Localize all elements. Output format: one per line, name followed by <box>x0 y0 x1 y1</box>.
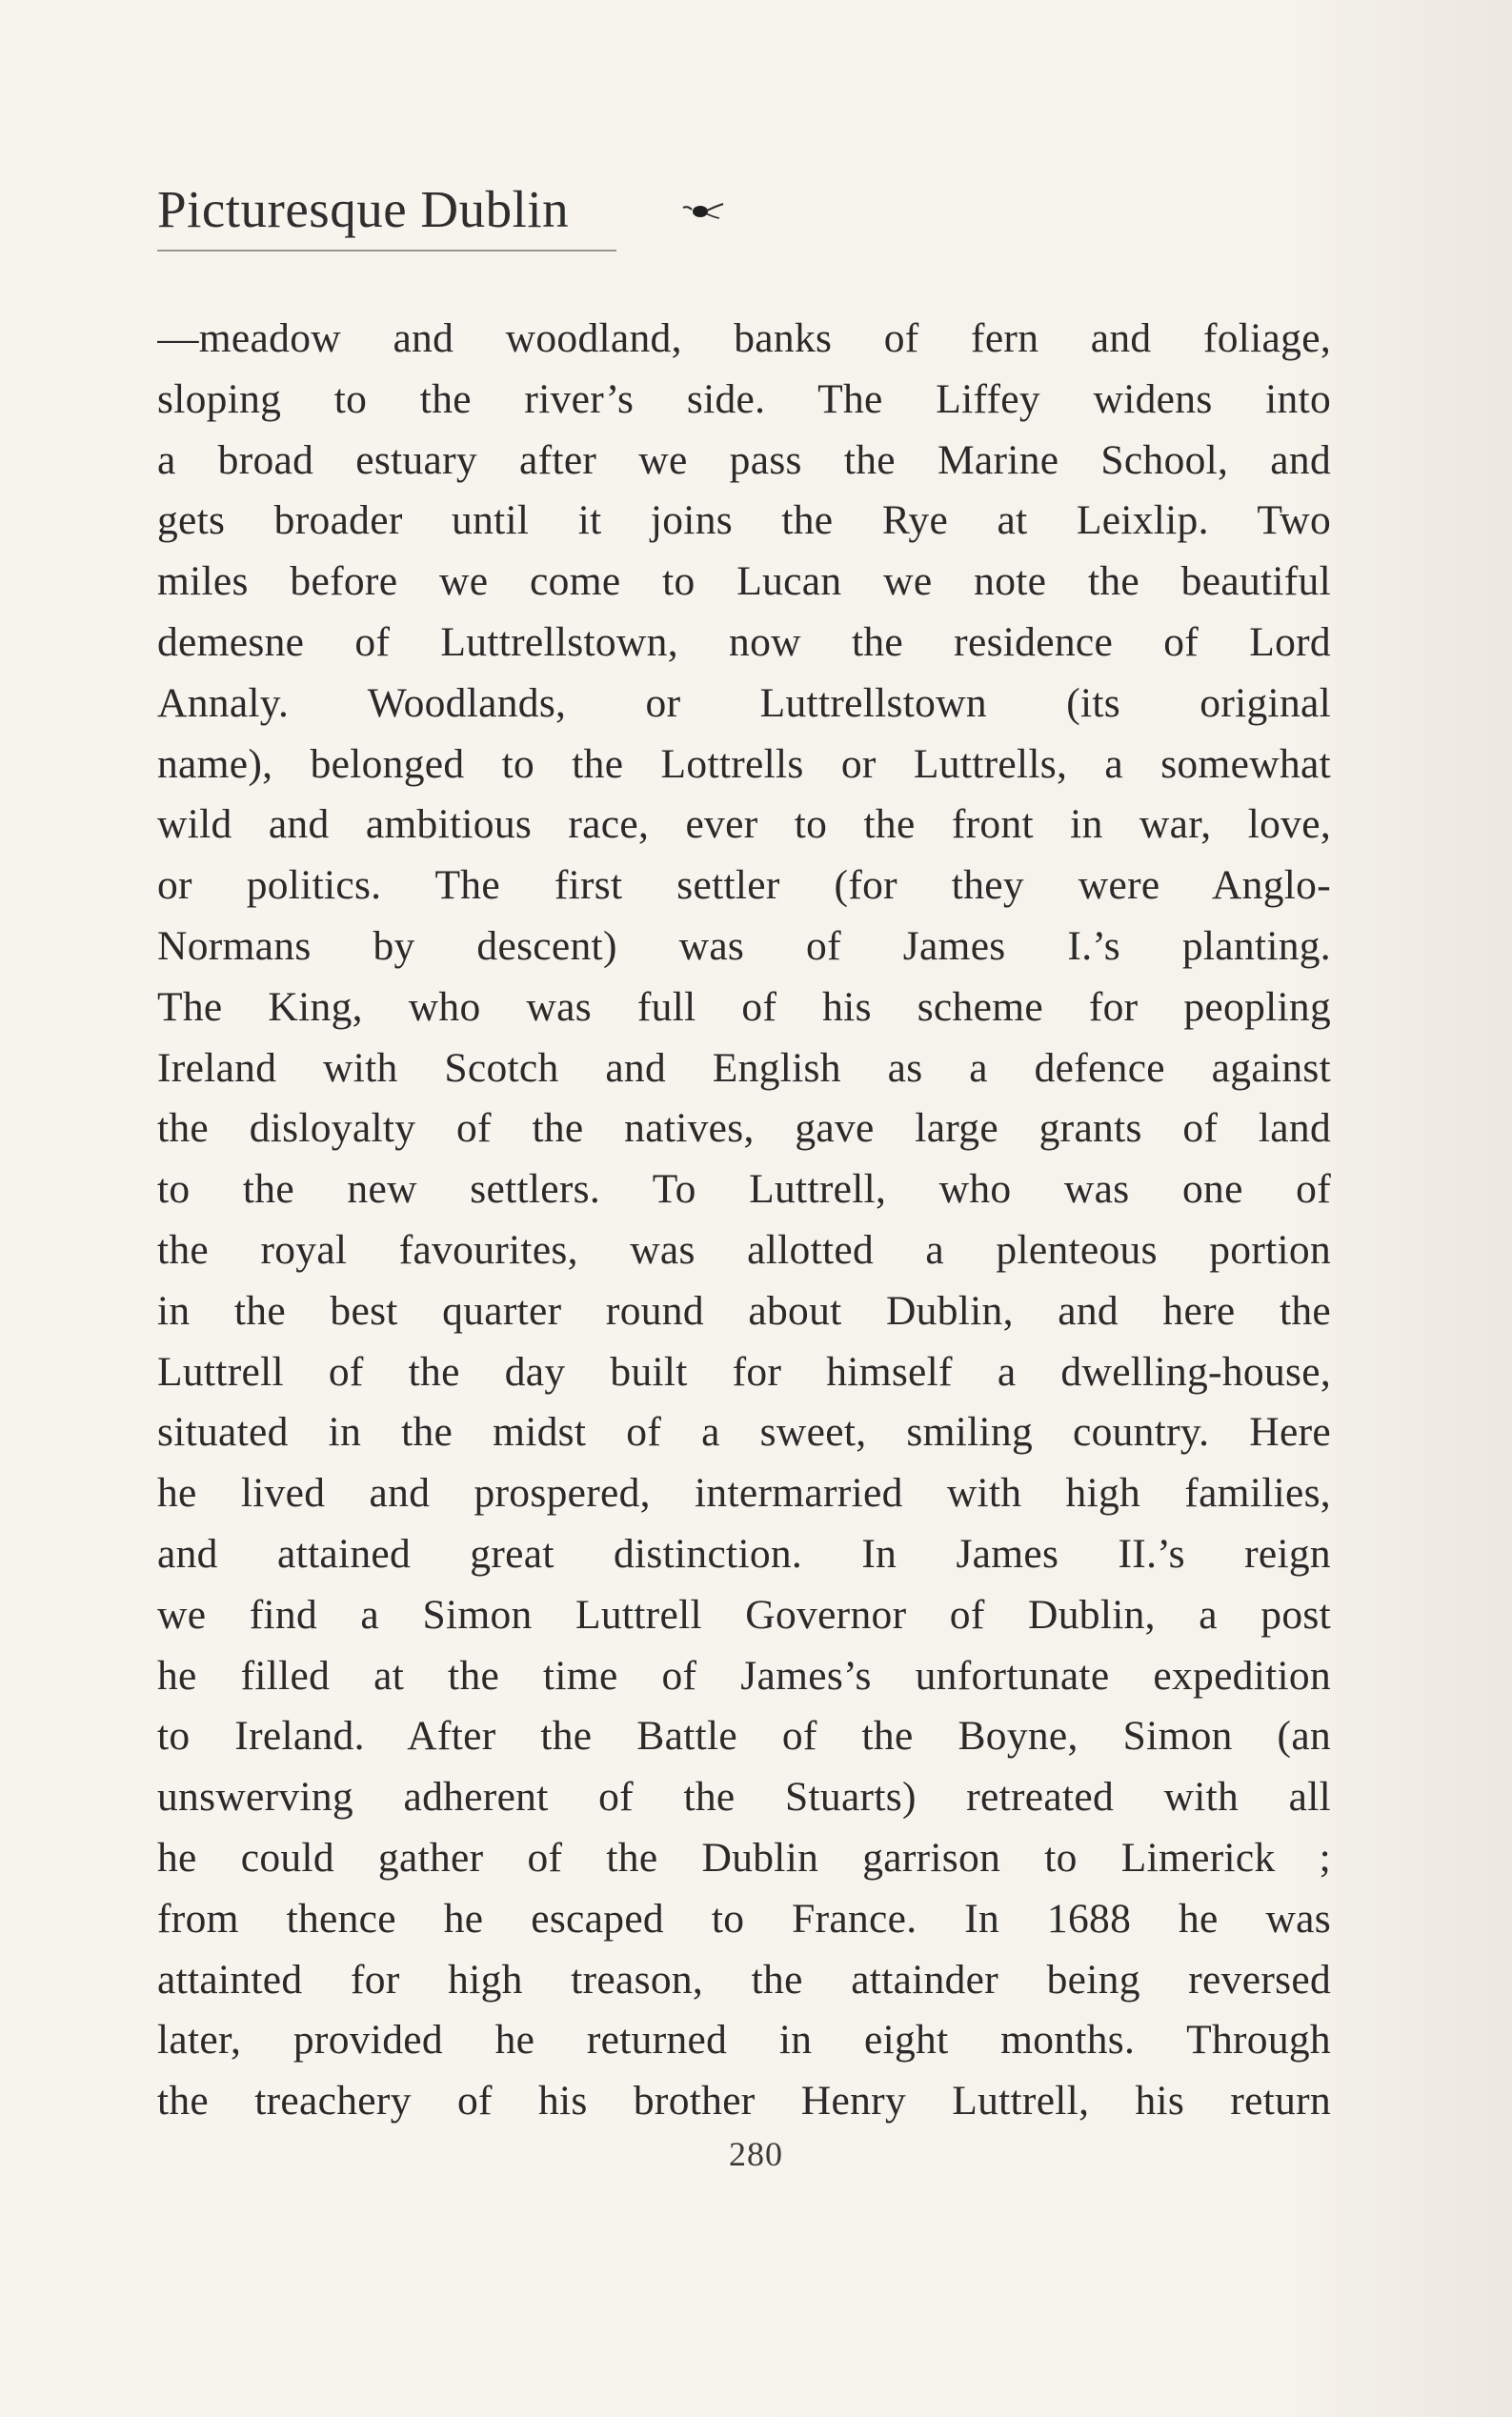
text-line: he could gather of the Dublin garrison to Limerick ; <box>157 1834 1331 1881</box>
text-line: he filled at the time of James’s unfortunate expedition <box>157 1652 1331 1699</box>
text-line: Luttrell of the day built for himself a dwelling-house, <box>157 1348 1331 1395</box>
text-line: in the best quarter round about Dublin, and here the <box>157 1287 1331 1334</box>
text-line: to Ireland. After the Battle of the Boyne, Simon (an <box>157 1713 1331 1760</box>
text-line: from thence he escaped to France. In 1688 he was <box>157 1895 1331 1942</box>
text-line: and attained great distinction. In James II.’s reign <box>157 1530 1331 1577</box>
text-line: he lived and prospered, intermarried with high families, <box>157 1470 1331 1517</box>
text-line: situated in the midst of a sweet, smiling country. Here <box>157 1409 1331 1456</box>
text-line: gets broader until it joins the Rye at Leixlip. Two <box>157 497 1331 544</box>
text-line: to the new settlers. To Luttrell, who was one of <box>157 1166 1331 1213</box>
text-line: unswerving adherent of the Stuarts) retreated with all <box>157 1774 1331 1821</box>
text-line: The King, who was full of his scheme for peopling <box>157 983 1331 1030</box>
text-line: attainted for high treason, the attainder being reversed <box>157 1956 1331 2003</box>
text-line: sloping to the river’s side. The Liffey widens into <box>157 375 1331 422</box>
running-title: Picturesque Dublin <box>157 180 570 238</box>
text-line: miles before we come to Lucan we note the beautiful <box>157 558 1331 605</box>
page-number: 280 <box>729 2135 783 2173</box>
text-line: demesne of Luttrellstown, now the residence of Lord <box>157 618 1331 665</box>
text-line: later, provided he returned in eight months. Through <box>157 2017 1331 2064</box>
text-line: a broad estuary after we pass the Marine School, and <box>157 436 1331 483</box>
text-line: Ireland with Scotch and English as a defence against <box>157 1044 1331 1091</box>
text-line: the royal favourites, was allotted a plenteous portion <box>157 1226 1331 1273</box>
body-text <box>157 309 1331 2132</box>
text-line: Normans by descent) was of James I.’s planting. <box>157 922 1331 969</box>
text-line: we find a Simon Luttrell Governor of Dublin, a post <box>157 1591 1331 1638</box>
text-line: Annaly. Woodlands, or Luttrellstown (its original <box>157 679 1331 726</box>
page-header <box>157 171 729 248</box>
text-line: the treachery of his brother Henry Luttrell, his return <box>157 2078 1331 2125</box>
fleuron-icon <box>681 200 725 221</box>
text-line: the disloyalty of the natives, gave large grants of land <box>157 1105 1331 1152</box>
text-line: wild and ambitious race, ever to the front in war, love, <box>157 801 1331 848</box>
text-line: or politics. The first settler (for they were Anglo- <box>157 862 1331 909</box>
text-line: name), belonged to the Lottrells or Luttrells, a somewhat <box>157 740 1331 787</box>
header-rule <box>157 250 616 252</box>
text-line: —meadow and woodland, banks of fern and foliage, <box>157 315 1331 361</box>
